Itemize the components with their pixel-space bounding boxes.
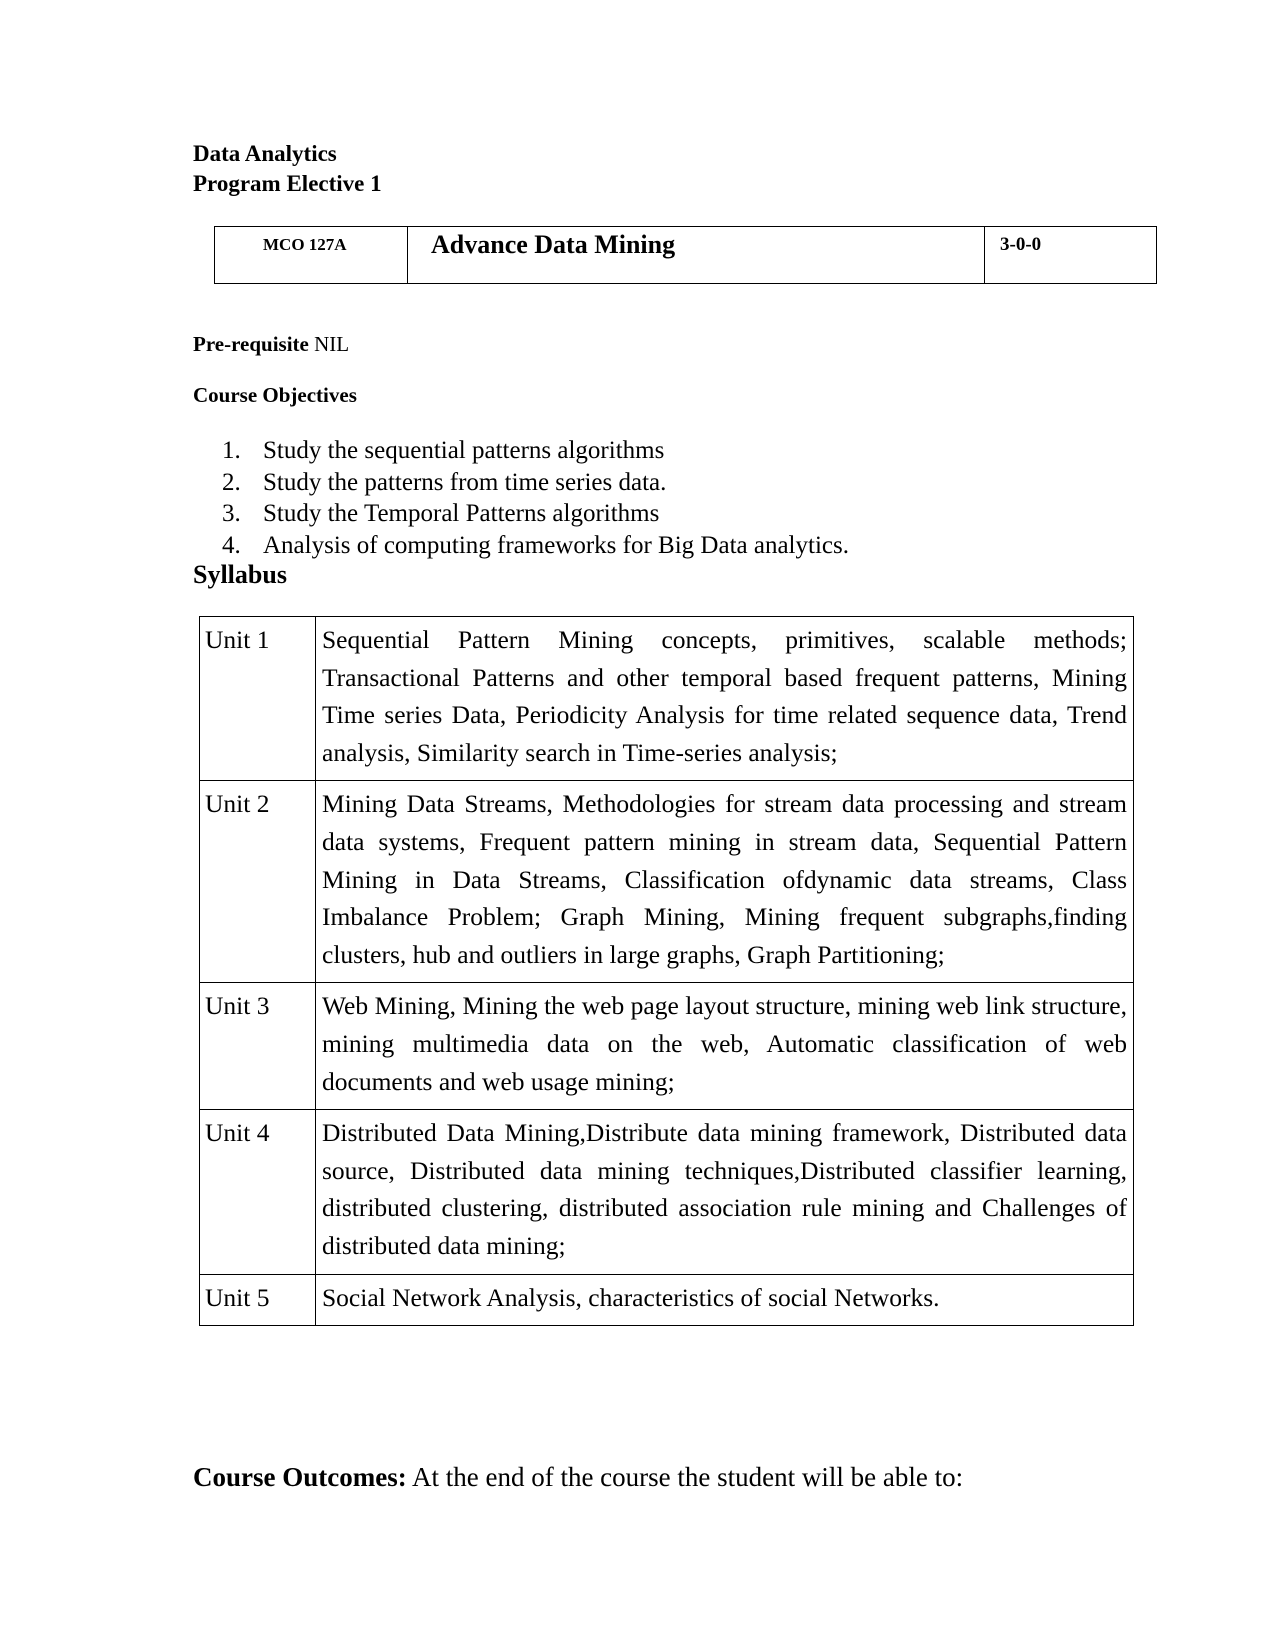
unit-content: Web Mining, Mining the web page layout structure, mining web link structure, mining multimedia data on the web, Automatic classification of web documents and web usage mining;	[316, 983, 1134, 1110]
table-row	[200, 1274, 1134, 1326]
prerequisite	[193, 331, 349, 357]
unit-label: Unit 3	[200, 983, 316, 1110]
program-title: Data Analytics	[193, 141, 337, 166]
course-ltp: 3-0-0	[1000, 234, 1042, 255]
unit-label: Unit 4	[200, 1110, 316, 1274]
course-code: MCO 127A	[215, 227, 408, 283]
table-row	[200, 983, 1134, 1110]
list-item	[222, 435, 849, 467]
unit-content: Social Network Analysis, characteristics of social Networks.	[316, 1274, 1134, 1326]
list-text: Study the sequential patterns algorithms	[263, 437, 665, 464]
unit-content: Mining Data Streams, Methodologies for stream data processing and stream data systems, Frequent pattern mining in stream data, Sequential Pattern Mining in Data Streams, Classification ofdynamic data streams, Class Imbalance Problem; Graph Mining, Mining frequent subgraphs,finding clusters, hub and outliers in large graphs, Graph Partitioning;	[316, 781, 1134, 983]
list-text: Study the patterns from time series data.	[263, 468, 667, 496]
list-item	[222, 467, 849, 499]
course-header-table	[214, 226, 1157, 284]
program-elective: Program Elective 1	[193, 171, 382, 196]
course-title: Advance Data Mining	[408, 227, 985, 283]
list-item	[222, 498, 849, 530]
list-text: Analysis of computing frameworks for Big Data analytics.	[263, 531, 849, 559]
list-number: 3.	[222, 500, 241, 527]
unit-label: Unit 1	[200, 617, 316, 781]
unit-label: Unit 5	[200, 1274, 316, 1326]
unit-label: Unit 2	[200, 781, 316, 983]
list-item	[222, 530, 849, 562]
table-row	[200, 617, 1134, 781]
syllabus-heading: Syllabus	[193, 560, 287, 589]
outcomes-text: At the end of the course the student will be able to:	[406, 1462, 964, 1492]
list-number: 4.	[222, 531, 241, 559]
outcomes-label: Course Outcomes:	[193, 1462, 407, 1492]
table-row	[200, 781, 1134, 983]
unit-content: Sequential Pattern Mining concepts, primitives, scalable methods; Transactional Patterns and other temporal based frequent patterns, Mining Time series Data, Periodicity Analysis for time related sequence data, Trend analysis, Similarity search in Time-series analysis;	[316, 617, 1134, 781]
course-outcomes	[193, 1460, 963, 1494]
unit-content: Distributed Data Mining,Distribute data mining framework, Distributed data source, Distributed data mining techniques,Distributed classifier learning, distributed clustering, distributed association rule mining and Challenges of distributed data mining;	[316, 1110, 1134, 1274]
prerequisite-value: NIL	[308, 332, 350, 356]
list-number: 1.	[222, 437, 241, 464]
syllabus-table	[199, 616, 1134, 1326]
objectives-list	[222, 435, 849, 561]
prerequisite-label: Pre-requisite	[193, 332, 309, 356]
list-text: Study the Temporal Patterns algorithms	[263, 500, 660, 527]
list-number: 2.	[222, 468, 241, 496]
objectives-heading: Course Objectives	[193, 383, 357, 407]
table-row	[200, 1110, 1134, 1274]
